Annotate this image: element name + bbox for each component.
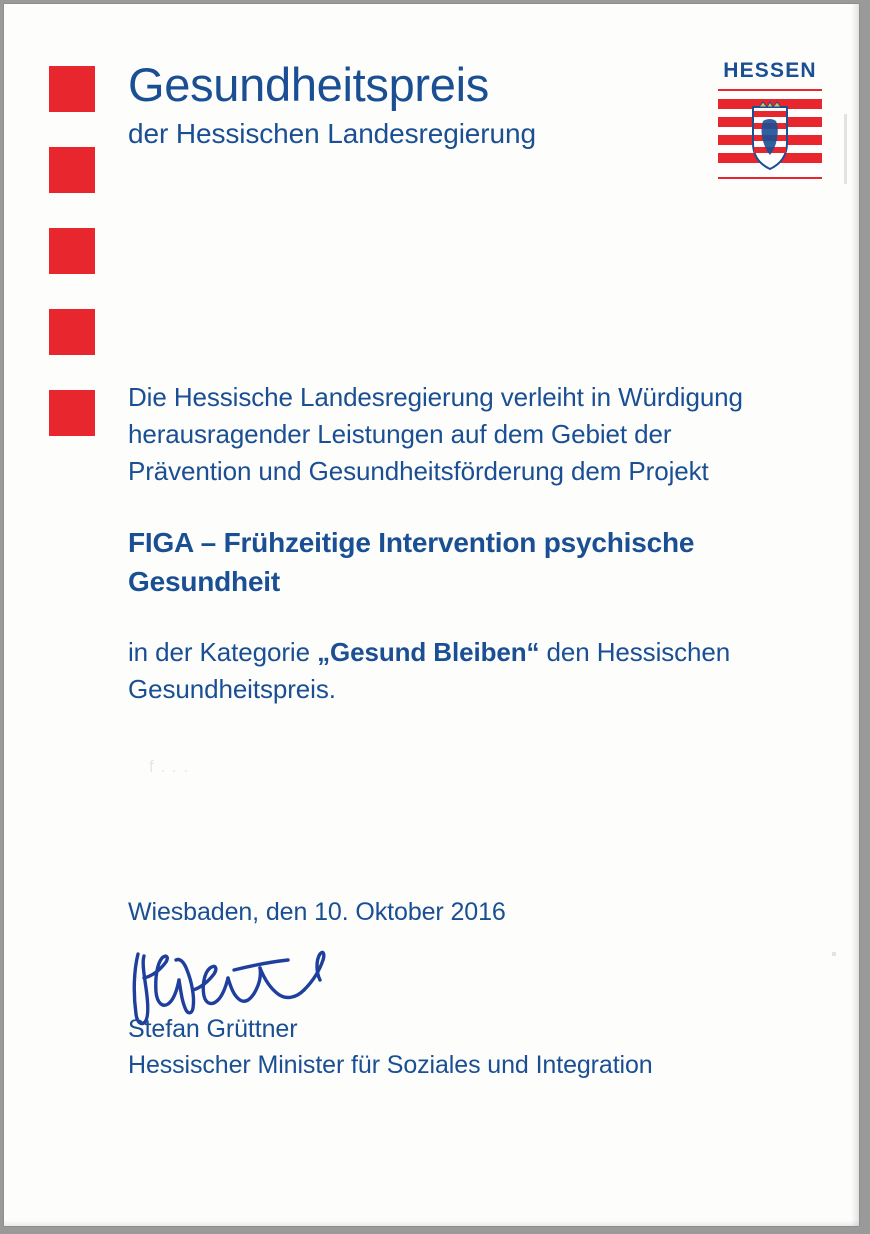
category-prefix: in der Kategorie <box>128 637 318 667</box>
award-lead-text: Die Hessische Landesregierung verleiht in Würdigung herausragender Leistungen auf dem Gebiet der Prävention und Gesundheitsförderung dem Projekt <box>128 382 743 486</box>
scan-artifact-text: f . . . <box>149 757 190 776</box>
lion-icon <box>749 97 791 171</box>
hessen-coat-of-arms-icon <box>718 89 822 179</box>
category-line <box>128 634 768 708</box>
certificate-page <box>4 4 859 1226</box>
place-and-date: Wiesbaden, den 10. Oktober 2016 <box>128 898 506 926</box>
red-square <box>49 66 95 112</box>
category-suffix: den Hessischen Gesundheitspreis. <box>128 637 731 704</box>
signer-name: Stefan Grüttner <box>128 1015 298 1043</box>
signer-role: Hessischer Minister für Soziales und Integration <box>128 1051 653 1079</box>
crest-label: HESSEN <box>723 59 817 82</box>
crest-block <box>718 59 822 179</box>
scan-artifact-mark <box>844 114 847 184</box>
page-edge-shadow-bottom <box>4 1220 859 1226</box>
category-name: „Gesund Bleiben“ <box>317 637 540 667</box>
certificate-header <box>128 59 698 151</box>
certificate-body <box>128 379 768 708</box>
red-square <box>49 309 95 355</box>
page-subtitle: der Hessischen Landesregierung <box>128 118 536 149</box>
red-square <box>49 147 95 193</box>
red-square <box>49 390 95 436</box>
red-square-decoration <box>49 66 95 471</box>
page-title: Gesundheitspreis <box>128 58 489 111</box>
red-square <box>49 228 95 274</box>
page-edge-shadow-right <box>851 4 859 1226</box>
project-title: FIGA – Frühzeitige Intervention psychische Gesundheit <box>128 527 695 597</box>
scan-artifact-mark <box>832 952 836 956</box>
signature-block <box>128 896 768 1081</box>
